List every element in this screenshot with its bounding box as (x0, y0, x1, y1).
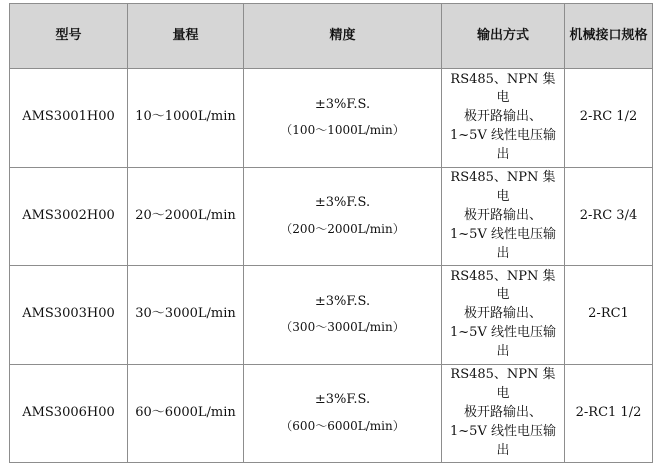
cell-output (442, 266, 565, 365)
accuracy-detail: （600～6000L/min） (280, 418, 405, 433)
accuracy-detail: （100～1000L/min） (280, 123, 405, 138)
output-line: 1~5V 线性电压输 (450, 128, 556, 144)
spec-table (9, 3, 653, 463)
output-line: 出 (496, 245, 510, 261)
cell-accuracy (244, 167, 442, 266)
cell-accuracy (244, 364, 442, 463)
header-row (10, 4, 653, 69)
output-line: RS485、NPN 集电 (450, 268, 556, 303)
table-row (10, 266, 653, 365)
output-line: 极开路输出、 (463, 306, 542, 322)
cell-model: AMS3001H00 (10, 69, 128, 168)
cell-range: 10～1000L/min (128, 69, 244, 168)
output-line: RS485、NPN 集电 (450, 71, 556, 106)
cell-accuracy (244, 69, 442, 168)
output-line: RS485、NPN 集电 (450, 170, 556, 204)
cell-model: AMS3002H00 (10, 167, 128, 266)
output-line: 极开路输出、 (463, 404, 542, 420)
accuracy-value: ±3%F.S. (314, 392, 371, 407)
header-output: 输出方式 (442, 4, 565, 69)
header-range: 量程 (128, 4, 244, 69)
cell-output (442, 167, 565, 266)
cell-mech-interface: 2-RC 1/2 (565, 69, 653, 168)
cell-model: AMS3003H00 (10, 266, 128, 365)
output-line: 出 (496, 344, 510, 360)
cell-accuracy (244, 266, 442, 365)
cell-mech-interface: 2-RC1 1/2 (565, 364, 653, 463)
header-mech-interface: 机械接口规格 (565, 4, 653, 69)
header-accuracy: 精度 (244, 4, 442, 69)
cell-range: 30～3000L/min (128, 266, 244, 365)
accuracy-value: ±3%F.S. (314, 96, 371, 112)
cell-output (442, 364, 565, 463)
output-line: 极开路输出、 (463, 109, 542, 125)
output-line: 极开路输出、 (463, 207, 542, 223)
header-model: 型号 (10, 4, 128, 69)
accuracy-detail: （300～3000L/min） (280, 320, 405, 335)
output-line: RS485、NPN 集电 (450, 367, 556, 401)
output-line: 1~5V 线性电压输 (450, 325, 556, 341)
cell-mech-interface: 2-RC 3/4 (565, 167, 653, 266)
table-row (10, 69, 653, 168)
cell-range: 60～6000L/min (128, 364, 244, 463)
table-row (10, 364, 653, 463)
output-line: 1~5V 线性电压输 (450, 423, 556, 439)
cell-output (442, 69, 565, 168)
output-line: 出 (496, 147, 510, 163)
output-line: 出 (496, 442, 510, 458)
accuracy-detail: （200～2000L/min） (280, 221, 405, 236)
cell-model: AMS3006H00 (10, 364, 128, 463)
cell-mech-interface: 2-RC1 (565, 266, 653, 365)
accuracy-value: ±3%F.S. (314, 293, 371, 309)
output-line: 1~5V 线性电压输 (450, 226, 556, 242)
table-row (10, 167, 653, 266)
cell-range: 20～2000L/min (128, 167, 244, 266)
accuracy-value: ±3%F.S. (314, 195, 371, 210)
